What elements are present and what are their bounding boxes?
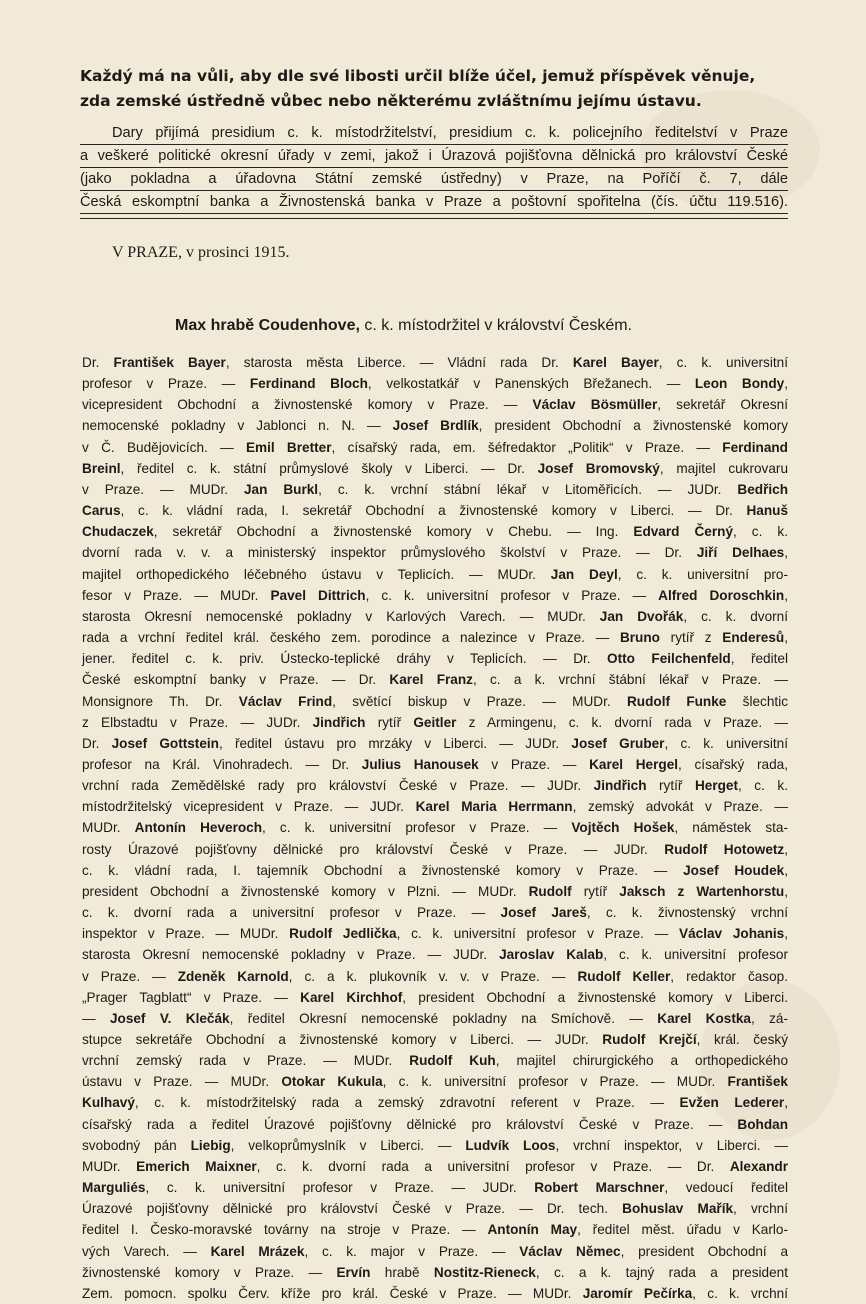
members-line: „Prager Tagblatt“ v Praze. — Karel Kirchhof, president Obchodní a živnostenské komory v Liberci. (82, 989, 788, 1005)
members-line: Marguliés, c. k. universitní profesor v Praze. — JUDr. Robert Marschner, vedoucí ředitel (82, 1180, 788, 1196)
members-line: svobodný pán Liebig, velkoprůmyslník v Liberci. — Ludvík Loos, vrchní inspektor, v Liberci. — (82, 1137, 788, 1153)
signatory-name: Max hrabě Coudenhove, (175, 317, 360, 334)
members-line: jener. ředitel c. k. priv. Ústecko-teplické dráhy v Teplicích. — Dr. Otto Feilchenfeld, ředitel (82, 651, 788, 667)
members-line: rada a vrchní ředitel král. českého zem. porodince a nalezince v Praze. — Bruno rytíř z Enderesů, (82, 630, 788, 646)
members-line: místodržitelský vicepresident v Praze. — JUDr. Karel Maria Herrmann, zemský advokát v Praze. — (82, 799, 788, 815)
members-line: Úrazové pojišťovny dělnické pro království České v Praze. — Dr. tech. Bohuslav Mařík, vrchní (82, 1201, 788, 1217)
members-line: nemocenské pokladny v Jablonci n. N. — Josef Brdlík, president Obchodní a živnostenské komory (82, 418, 788, 434)
members-list (82, 352, 788, 1304)
signatory-title: c. k. místodržitel v království Českém. (364, 317, 632, 334)
members-line: Chudaczek, sekretář Obchodní a živnostenské komory v Chebu. — Ing. Edvard Černý, c. k. (82, 524, 788, 540)
dateline: V PRAZE, v prosinci 1915. (112, 244, 290, 261)
members-line: MUDr. Antonín Heveroch, c. k. universitní profesor v Praze. — Vojtěch Hošek, náměstek sta- (82, 820, 788, 836)
appeal-paragraph (80, 64, 800, 114)
donations-notice (80, 122, 788, 214)
members-line: v Praze. — MUDr. Jan Burkl, c. k. vrchní stábní lékař v Litoměřicích. — JUDr. Bedřich (82, 481, 789, 497)
members-line: Zem. pomocn. spolku Červ. kříže pro král. České v Praze. — MUDr. Jaromír Pečírka, c. k. vrchní (82, 1285, 788, 1301)
members-line: profesor v Praze. — Ferdinand Bloch, velkostatkář v Panenských Břežanech. — Leon Bondy, (82, 376, 788, 392)
members-line: vicepresident Obchodní a živnostenské komory v Praze. — Václav Bösmüller, sekretář Okresní (82, 397, 788, 413)
members-line: Monsignore Th. Dr. Václav Frind, světící biskup v Praze. — MUDr. Rudolf Funke šlechtic (82, 693, 789, 709)
members-line: ředitel I. Česko-moravské továrny na stroje v Praze. — Antonín May, ředitel měst. úřadu v Karlo- (82, 1222, 788, 1238)
members-line: c. k. vládní rada, I. tajemník Obchodní a živnostenské komory v Praze. — Josef Houdek, (82, 862, 788, 878)
members-line: živnostenské komory v Praze. — Ervín hrabě Nostitz-Rieneck, c. a k. tajný rada a president (82, 1264, 789, 1280)
members-line: profesor na Král. Vinohradech. — Dr. Julius Hanousek v Praze. — Karel Hergel, císařský rada, (82, 756, 788, 772)
members-line: rosty Úrazové pojišťovny dělnické pro království České v Praze. — JUDr. Rudolf Hotowetz, (82, 841, 789, 857)
members-line: MUDr. Emerich Maixner, c. k. dvorní rada a universitní profesor v Praze. — Dr. Alexandr (82, 1158, 788, 1174)
members-line: Dr. Josef Gottstein, ředitel ústavu pro mrzáky v Liberci. — JUDr. Josef Gruber, c. k. universitní (82, 735, 788, 751)
members-line: c. k. dvorní rada a universitní profesor v Praze. — Josef Jareš, c. k. živnostenský vrchní (82, 905, 788, 921)
members-line: starosta Okresní nemocenské pokladny v Karlových Varech. — MUDr. Jan Dvořák, c. k. dvorní (82, 608, 788, 624)
members-line: Dr. František Bayer, starosta města Liberce. — Vládní rada Dr. Karel Bayer, c. k. universitní (82, 355, 788, 370)
signatory (175, 317, 632, 335)
members-line: vých Varech. — Karel Mrázek, c. k. major v Praze. — Václav Němec, president Obchodní a (82, 1243, 789, 1259)
members-line: — Josef V. Klečák, ředitel Okresní nemocenské pokladny na Smíchově. — Karel Kostka, zá- (82, 1010, 789, 1026)
members-line: stupce sekretáře Obchodní a živnostenské komory v Liberci. — JUDr. Rudolf Krejčí, král. český (82, 1032, 788, 1047)
appeal-line: zda zemské ústředně vůbec nebo některému zvláštnímu jejímu ústavu. (80, 92, 702, 110)
donations-line: Dary přijímá presidium c. k. místodržitelství, presidium c. k. policejního ředitelství v Praze (80, 122, 788, 145)
members-line: majitel orthopedického léčebného ústavu v Teplicích. — MUDr. Jan Deyl, c. k. universitní pro- (82, 566, 788, 582)
donations-line: Česká eskomptní banka a Živnostenská banka v Praze a poštovní spořitelna (čís. účtu 119.516). (80, 191, 788, 214)
members-line: starosta Okresní nemocenské pokladny v Praze. — JUDr. Jaroslav Kalab, c. k. universitní profesor (82, 947, 788, 963)
divider (80, 218, 788, 219)
members-line: dvorní rada v. v. a ministerský inspektor průmyslového školství v Praze. — Dr. Jiří Delhaes, (82, 545, 788, 561)
members-line: vrchní rada Zemědělské rady pro království České v Praze. — JUDr. Jindřich rytíř Herget, c. k. (82, 778, 788, 794)
donations-line: (jako pokladna a úřadovna Státní zemské ústředny) v Praze, na Poříčí č. 7, dále (80, 168, 788, 191)
members-line: v Praze. — Zdeněk Karnold, c. a k. plukovník v. v. v Praze. — Rudolf Keller, redaktor časop. (82, 968, 788, 984)
members-line: ústavu v Praze. — MUDr. Otokar Kukula, c. k. universitní profesor v Praze. — MUDr. František (82, 1074, 788, 1090)
members-line: císařský rada a ředitel Úrazové pojišťovny dělnické pro království České v Praze. — Bohdan (82, 1116, 788, 1132)
appeal-line: Každý má na vůli, aby dle své libosti určil blíže účel, jemuž příspěvek věnuje, (80, 67, 756, 85)
members-line: inspektor v Praze. — MUDr. Rudolf Jedlička, c. k. universitní profesor v Praze. — Václav Johanis, (82, 926, 789, 942)
members-line: Breinl, ředitel c. k. státní průmyslové školy v Liberci. — Dr. Josef Bromovský, majitel cukrovaru (82, 460, 789, 476)
members-line: v Č. Budějovicích. — Emil Bretter, císařský rada, em. šéfredaktor „Politik“ v Praze. — Ferdinand (82, 439, 788, 455)
members-line: z Elbstadtu v Praze. — JUDr. Jindřich rytíř Geitler z Armingenu, c. k. dvorní rada v Praze. — (82, 714, 788, 730)
members-line: České eskomptní banky v Praze. — Dr. Karel Franz, c. a k. vrchní štábní lékař v Praze. — (82, 672, 788, 688)
members-line: fesor v Praze. — MUDr. Pavel Dittrich, c. k. universitní profesor v Praze. — Alfred Doroschkin, (82, 587, 789, 603)
members-line: Kulhavý, c. k. místodržitelský rada a zemský zdravotní referent v Praze. — Evžen Lederer, (82, 1095, 788, 1111)
members-line: Carus, c. k. vládní rada, I. sekretář Obchodní a živnostenské komory v Liberci. — Dr. Hanuš (82, 503, 788, 519)
members-line: vrchní zemský rada v Praze. — MUDr. Rudolf Kuh, majitel chirurgického a orthopedického (82, 1053, 788, 1069)
donations-line: a veškeré politické okresní úřady v zemi, jakož i Úrazová pojišťovna dělnická pro království České (80, 145, 788, 168)
members-line: president Obchodní a živnostenské komory v Plzni. — MUDr. Rudolf rytíř Jaksch z Wartenhorstu, (82, 883, 788, 899)
